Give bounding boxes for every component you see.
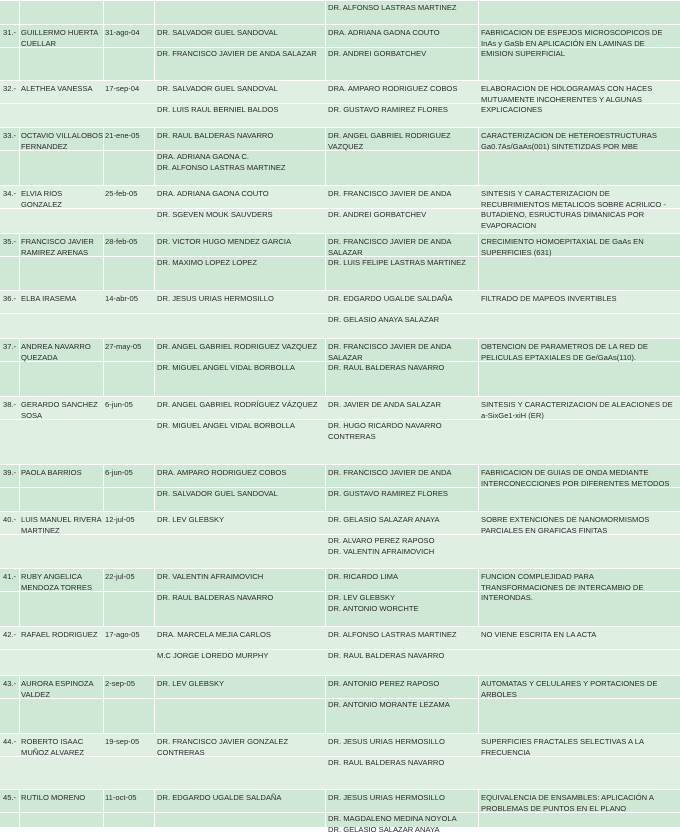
exam-date: 12-jul-05 [105,515,153,526]
student-name: GERARDO SANCHEZ SOSA [21,400,103,421]
jurado-name: DR. ANTONIO MORANTE LEZAMA [328,700,476,711]
table-row [0,185,680,234]
jurado-name: DR. HUGO RICARDO NAVARRO CONTRERAS [328,421,476,442]
table-row [0,127,680,186]
director-name: DR. VALENTIN AFRAIMOVICH [157,572,323,583]
exam-date: 25-feb-05 [105,189,153,200]
record-number: 38.- [3,400,21,411]
record-number: 44.- [3,737,21,748]
jurado-name: DR. EDGARDO UGALDE SALDAÑA [328,294,476,305]
table-row [0,24,680,81]
director-name: DR. MIGUEL ANGEL VIDAL BORBOLLA [157,363,323,374]
director-name: DR. MAXIMO LOPEZ LOPEZ [157,258,323,269]
thesis-title: FABRICACION DE GUIAS DE ONDA MEDIANTE INTERCONECCIONES POR DIFERENTES METODOS [481,468,677,489]
table-row [0,0,680,13]
thesis-title: SINTESIS Y CARACTERIZACION DE ALEACIONES DE a-SixGe1-xiH (ER) [481,400,677,421]
jurado-name: DR. JAVIER DE ANDA SALAZAR [328,400,476,411]
jurado-name: DR. VALENTIN AFRAIMOVICH [328,547,476,558]
table-row [0,80,680,128]
jurado-name: DR. FRANCISCO JAVIER DE ANDA [328,189,476,200]
director-name: DR. LUIS RAUL BERNIEL BALDOS [157,105,323,116]
student-name: LUIS MANUEL RIVERA MARTINEZ [21,515,103,536]
record-number: 42.- [3,630,21,641]
jurado-name: DR. GELASIO SALAZAR ANAYA [328,825,476,835]
director-name: DR. LEV GLEBSKY [157,679,323,690]
table-row [0,733,680,790]
record-number: 39.- [3,468,21,479]
thesis-title: FUNCION COMPLEJIDAD PARA TRANSFORMACIONES DE INTERCAMBIO DE INTERONDAS. [481,572,677,604]
thesis-title: SINTESIS Y CARACTERIZACION DE RECUBRIMIENTOS METALICOS SOBRE ACRILICO -BUTADIENO, ESRUCTURAS DIMANICAS POR EVAPORACION [481,189,677,231]
exam-date: 19-sep-05 [105,737,153,748]
jurado-name: DR. ANDREI GORBATCHEV [328,49,476,60]
exam-date: 17-sep-04 [105,84,153,95]
thesis-title: AUTOMATAS Y CELULARES Y PORTACIONES DE ARBOLES [481,679,677,700]
exam-date: 2-sep-05 [105,679,153,690]
director-name: DR. EDGARDO UGALDE SALDAÑA [157,793,323,804]
table-row [0,338,680,397]
student-name: RUBY ANGELICA MENDOZA TORRES [21,572,103,593]
record-number: 32.- [3,84,21,95]
jurado-name: DR. RICARDO LIMA [328,572,476,583]
student-name: RUTILO MORENO [21,793,103,804]
table-row [0,511,680,569]
thesis-title: CRECIMIENTO HOMOEPITAXIAL DE GaAs EN SUPERFICIES (631) [481,237,677,258]
jurado-name: DR. MAGDALENO MEDINA NOYOLA [328,814,476,825]
jurado-name: DR. ANTONIO WORCHTE [328,604,476,615]
jurado-name: DR. RAUL BALDERAS NAVARRO [328,758,476,769]
exam-date: 17-ago-05 [105,630,153,641]
thesis-title: ELABORACION DE HOLOGRAMAS CON HACES MUTUAMENTE INCOHERENTES Y ALGUNAS EXPLICACIONES [481,84,677,116]
jurado-name: DR. ANGEL GABRIEL RODRIGUEZ VAZQUEZ [328,131,476,152]
record-number: 33.- [3,131,21,142]
thesis-title: SOBRE EXTENCIONES DE NANOMORMISMOS PARCIALES EN GRAFICAS FINITAS [481,515,677,536]
student-name: ROBERTO ISAAC MUÑOZ ALVAREZ [21,737,103,758]
jurado-name: DR. ANTONIO PEREZ RAPOSO [328,679,476,690]
jurado-name: DR. LEV GLEBSKY [328,593,476,604]
row-divider [0,313,680,314]
record-number: 37.- [3,342,21,353]
table-row [0,396,680,465]
exam-date: 6-jun-05 [105,400,153,411]
director-name: M.C JORGE LOREDO MURPHY [157,651,323,662]
record-number: 41.- [3,572,21,583]
director-name: DR. SALVADOR GUEL SANDOVAL [157,28,323,39]
jurado-name: DR. JESUS URIAS HERMOSILLO [328,793,476,804]
director-name: DR. RAUL BALDERAS NAVARRO [157,131,323,142]
director-name: DR. LEV GLEBSKY [157,515,323,526]
jurado-name: DRA. ADRIANA GAONA COUTO [328,28,476,39]
record-number: 45.- [3,793,21,804]
director-name: DR. MIGUEL ANGEL VIDAL BORBOLLA [157,421,323,432]
student-name: ELBA IRASEMA [21,294,103,305]
jurado-name: DR. FRANCISCO JAVIER DE ANDA SALAZAR [328,237,476,258]
student-name: ALETHEA VANESSA [21,84,103,95]
director-name: DR. VICTOR HUGO MENDEZ GARCIA [157,237,323,248]
record-number: 36.- [3,294,21,305]
thesis-title: CARACTERIZACION DE HETEROESTRUCTURAS Ga0.7As/GaAs(001) SINTETIZDAS POR MBE [481,131,677,152]
exam-date: 11-oct-05 [105,793,153,804]
record-number: 40.- [3,515,21,526]
jurado-name: DR. ALVARO PEREZ RAPOSO [328,536,476,547]
director-name: DR. RAUL BALDERAS NAVARRO [157,593,323,604]
thesis-title: FABRICACION DE ESPEJOS MICROSCOPICOS DE InAs y GaSb EN APLICACIÓN EN LAMINAS DE EMISION SUPERFICIAL [481,28,677,60]
exam-date: 28-feb-05 [105,237,153,248]
student-name: PAOLA BARRIOS [21,468,103,479]
student-name: OCTAVIO VILLALOBOS FERNANDEZ [21,131,103,152]
student-name: RAFAEL RODRIGUEZ [21,630,103,641]
jurado-name: DR. RAUL BALDERAS NAVARRO [328,363,476,374]
table-row [0,675,680,734]
table-row [0,568,680,627]
jurado-cell: DR. ALFONSO LASTRAS MARTINEZ [328,3,476,14]
director-name: DR. FRANCISCO JAVIER GONZALEZ CONTRERAS [157,737,323,758]
jurado-name: DR. JESUS URIAS HERMOSILLO [328,737,476,748]
record-number: 34.- [3,189,21,200]
jurado-name: DR. RAUL BALDERAS NAVARRO [328,651,476,662]
record-number: 43.- [3,679,21,690]
thesis-title: OBTENCION DE PARAMETROS DE LA RED DE PELICULAS EPTAXIALES DE Ge/GaAs(110). [481,342,677,363]
table-row [0,789,680,830]
director-name: DR. JESUS URIAS HERMOSILLO [157,294,323,305]
exam-date: 27-may-05 [105,342,153,353]
table-row [0,290,680,339]
thesis-title: EQUIVALENCIA DE ENSAMBLES: APLICACIÓN A PROBLEMAS DE PUNTOS EN EL PLANO [481,793,677,814]
thesis-title: SUPERFICIES FRACTALES SELECTIVAS A LA FRECUENCIA [481,737,677,758]
jurado-name: DR. LUIS FELIPE LASTRAS MARTINEZ [328,258,476,269]
table-row [0,626,680,676]
jurado-name: DR. FRANCISCO JAVIER DE ANDA [328,468,476,479]
exam-date: 21-ene-05 [105,131,153,142]
director-name: DR. SALVADOR GUEL SANDOVAL [157,489,323,500]
student-name: FRANCISCO JAVIER RAMIREZ ARENAS [21,237,103,258]
exam-date: 6-jun-05 [105,468,153,479]
thesis-title: FILTRADO DE MAPEOS INVERTIBLES [481,294,677,305]
record-number: 31.- [3,28,21,39]
row-divider [0,649,680,650]
table-row [0,464,680,512]
jurado-name: DR. GELASIO SALAZAR ANAYA [328,515,476,526]
director-name: DRA. ADRIANA GAONA COUTO [157,189,323,200]
table-row [0,233,680,291]
student-name: GUILLERMO HUERTA CUELLAR [21,28,103,49]
jurado-name: DRA. AMPARO RODRIGUEZ COBOS [328,84,476,95]
director-name: DR. ALFONSO LASTRAS MARTINEZ [157,163,323,174]
jurado-name: DR. GUSTAVO RAMIREZ FLORES [328,489,476,500]
thesis-title: NO VIENE ESCRITA EN LA ACTA [481,630,677,641]
exam-date: 31-ago-04 [105,28,153,39]
jurado-name: DR. ANDREI GORBATCHEV [328,210,476,221]
director-name: DR. ANGEL GABRIEL RODRÍGUEZ VÁZQUEZ [157,400,323,411]
student-name: AURORA ESPINOZA VALDEZ [21,679,103,700]
director-name: DR. SALVADOR GUEL SANDOVAL [157,84,323,95]
director-name: DRA. MARCELA MEJIA CARLOS [157,630,323,641]
director-name: DR. ANGEL GABRIEL RODRIGUEZ VAZQUEZ [157,342,323,353]
exam-date: 14-abr-05 [105,294,153,305]
exam-date: 22-jul-05 [105,572,153,583]
jurado-name: DR. GELASIO ANAYA SALAZAR [328,315,476,326]
student-name: ELVIA RIOS GONZALEZ [21,189,103,210]
director-name: DR. FRANCISCO JAVIER DE ANDA SALAZAR [157,49,323,60]
director-name: DRA. AMPARO RODRIGUEZ COBOS [157,468,323,479]
director-name: DRA. ADRIANA GAONA C. [157,152,323,163]
jurado-name: DR. GUSTAVO RAMIREZ FLORES [328,105,476,116]
director-name: DR. SGEVEN MOUK SAUVDERS [157,210,323,221]
record-number: 35.- [3,237,21,248]
student-name: ANDREA NAVARRO QUEZADA [21,342,103,363]
jurado-name: DR. ALFONSO LASTRAS MARTINEZ [328,630,476,641]
jurado-name: DR. FRANCISCO JAVIER DE ANDA SALAZAR [328,342,476,363]
